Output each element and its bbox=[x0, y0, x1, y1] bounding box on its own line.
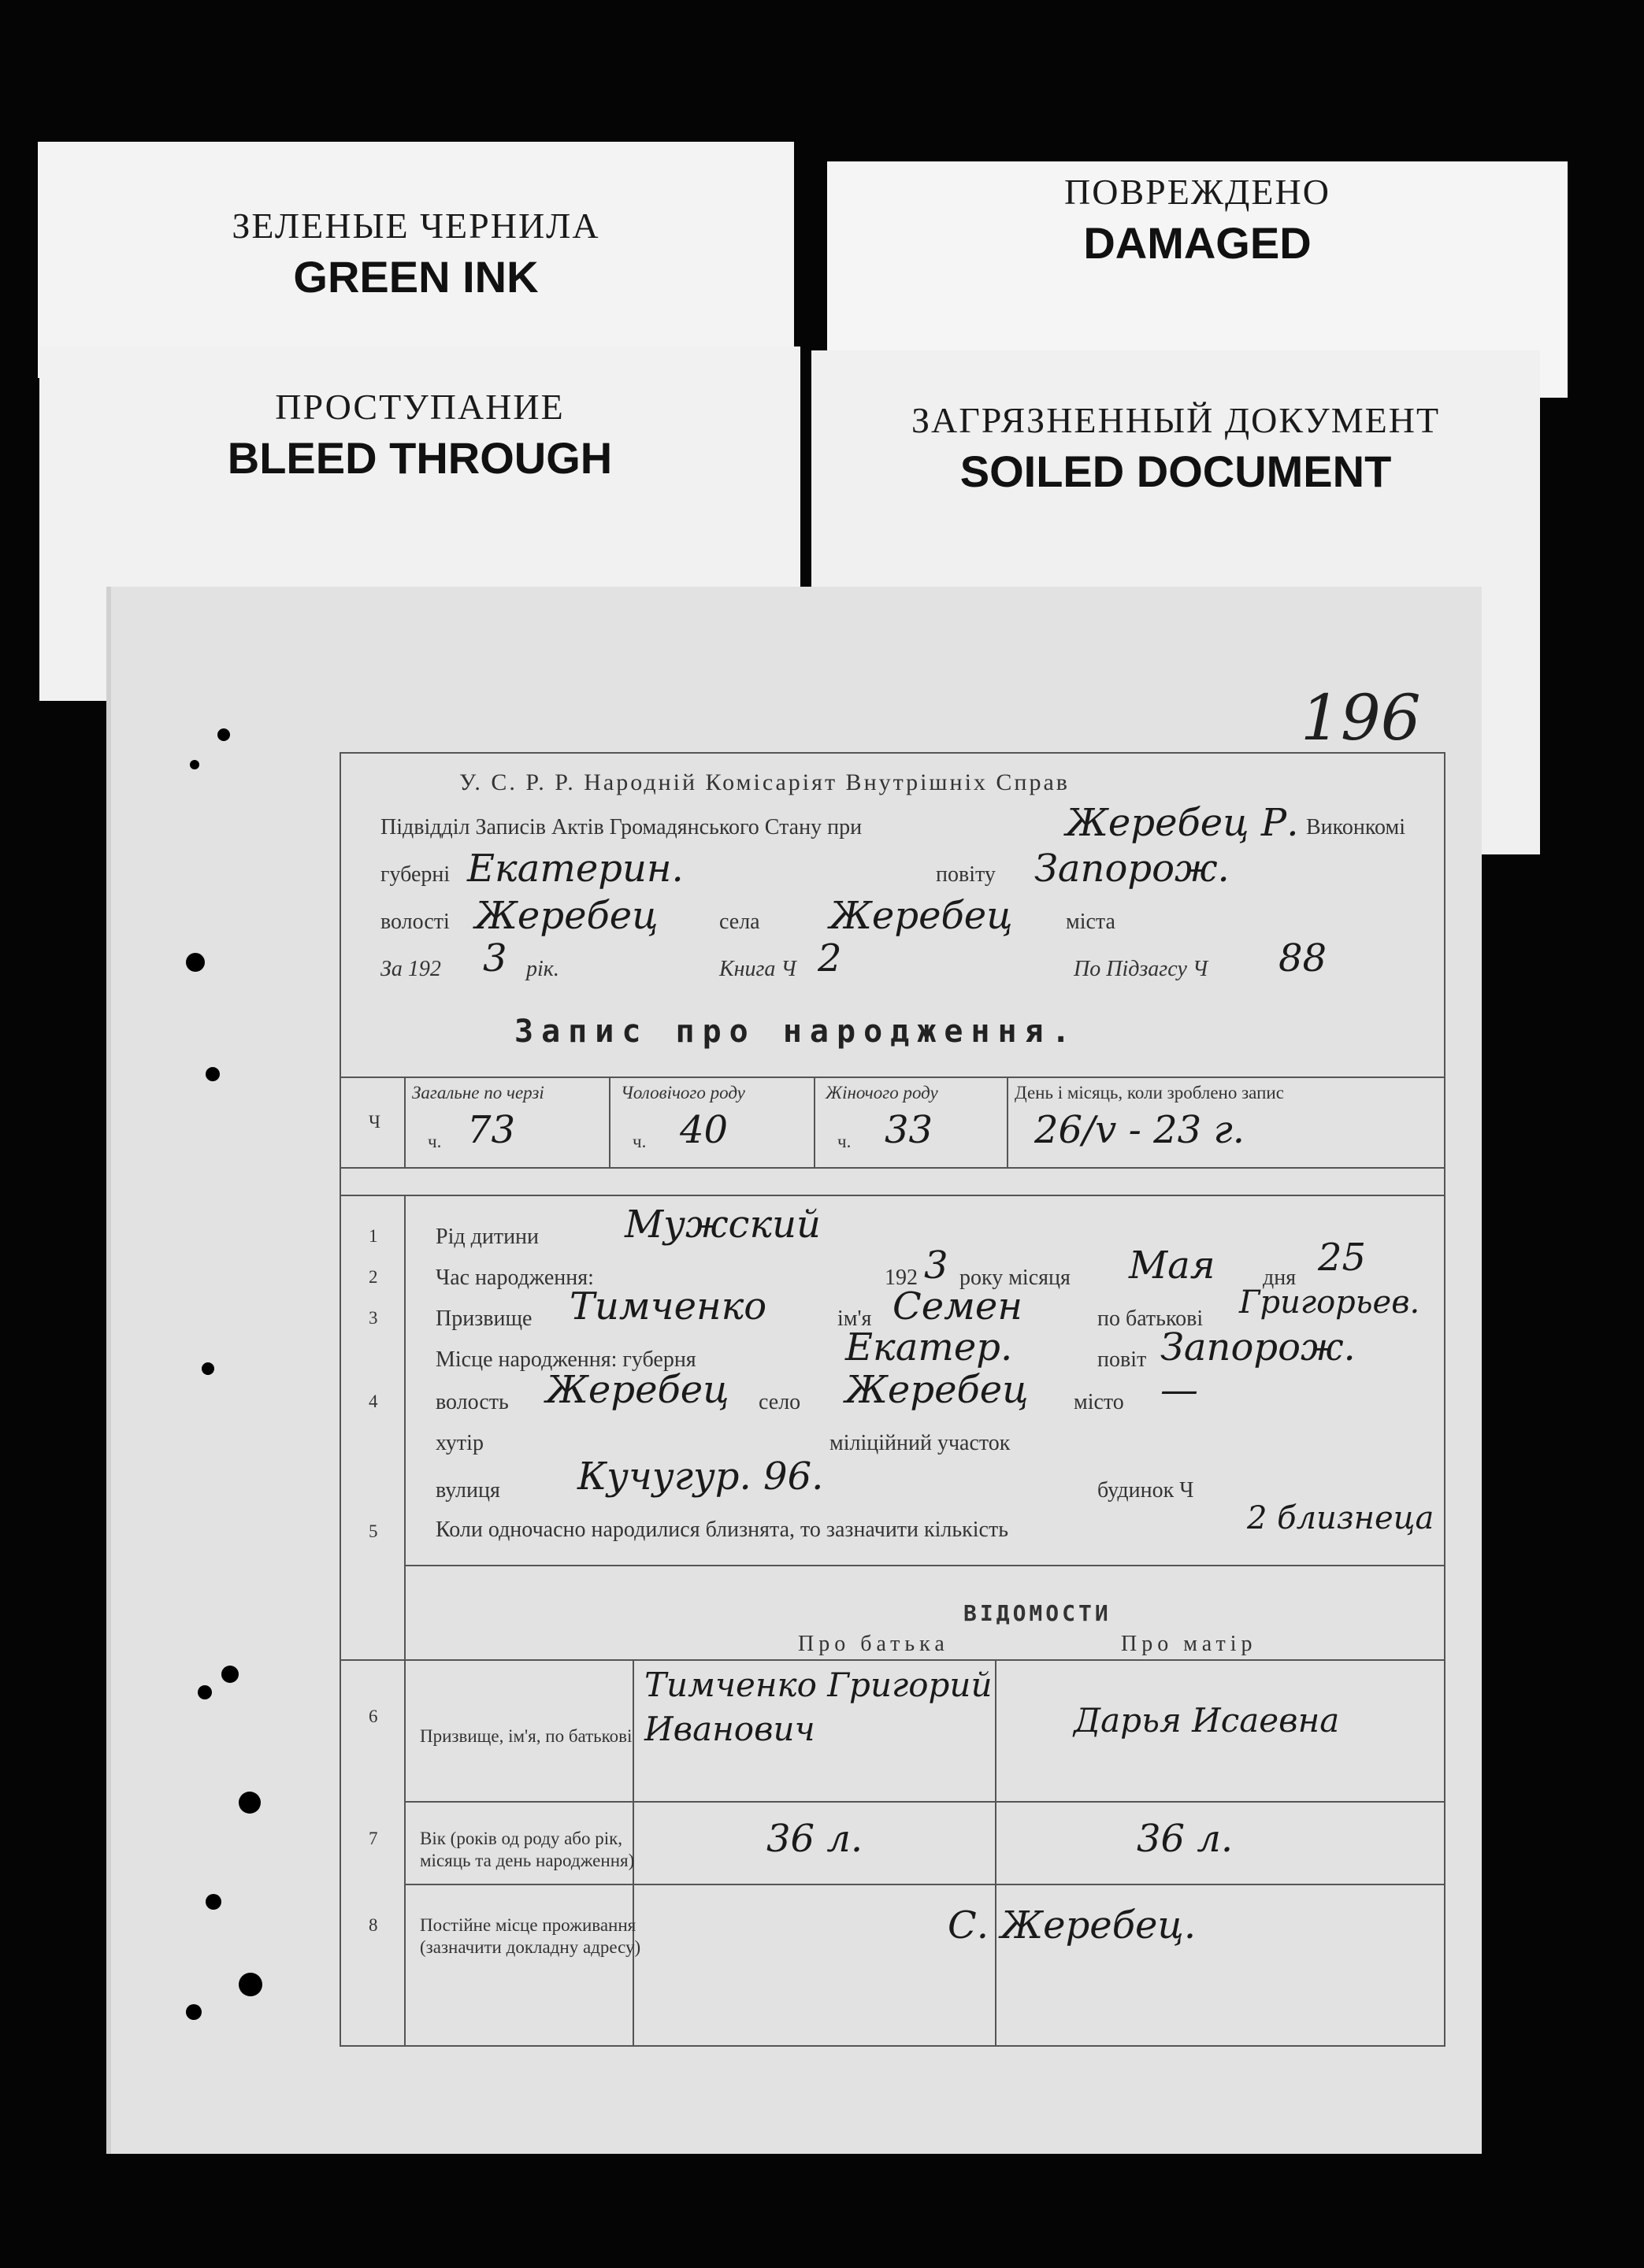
count-general-value: 73 bbox=[467, 1108, 516, 1152]
birthplace-gubernia-value: Екатер. bbox=[845, 1325, 1013, 1369]
selo-field-label: село bbox=[759, 1390, 801, 1414]
punch-hole bbox=[202, 1362, 214, 1375]
name-label: ім'я bbox=[837, 1306, 872, 1331]
count-col-female: Жіночого роду bbox=[826, 1083, 938, 1102]
mother-name-value: Дарья Исаевна bbox=[1074, 1701, 1340, 1740]
twins-label: Коли одночасно народилися близнята, то зазначити кількість bbox=[436, 1518, 1008, 1542]
punch-hole bbox=[186, 953, 205, 972]
count-prefix: ч. bbox=[633, 1132, 647, 1151]
misto-label: міста bbox=[1066, 910, 1115, 934]
surname-value: Тимченко bbox=[570, 1284, 767, 1329]
birth-month-label: року місяця bbox=[959, 1266, 1071, 1290]
selo-field-value: Жеребец bbox=[845, 1368, 1029, 1412]
record-title: Запис про народження. bbox=[514, 1014, 1078, 1050]
executive-committee-suffix: Виконкомі bbox=[1306, 815, 1405, 839]
khutir-label: хутір bbox=[436, 1431, 484, 1455]
row-number: 1 bbox=[369, 1226, 378, 1246]
birth-month-value: Мая bbox=[1129, 1243, 1215, 1288]
row-number: 5 bbox=[369, 1521, 378, 1541]
militia-label: міліційний участок bbox=[829, 1431, 1011, 1455]
punch-hole bbox=[198, 1685, 212, 1699]
row-number: 8 bbox=[369, 1915, 378, 1935]
green-ink-ru: ЗЕЛЕНЫЕ ЧЕРНИЛА bbox=[232, 206, 600, 246]
povit-label: повіту bbox=[936, 862, 996, 887]
mother-header: Про матір bbox=[1121, 1632, 1257, 1656]
patronymic-label: по батькові bbox=[1097, 1306, 1204, 1331]
misto-field-label: місто bbox=[1074, 1390, 1124, 1414]
volost-value: Жеребец bbox=[475, 894, 659, 938]
count-prefix: ч. bbox=[837, 1132, 852, 1151]
volost-label: волості bbox=[380, 910, 450, 934]
row-number: 3 bbox=[369, 1308, 378, 1328]
sex-label: Рід дитини bbox=[436, 1225, 540, 1249]
residence-label-2: (зазначити докладну адресу) bbox=[420, 1937, 641, 1957]
count-col-male: Чоловічого роду bbox=[621, 1083, 745, 1102]
punch-hole bbox=[206, 1894, 221, 1910]
misto-field-value: — bbox=[1160, 1368, 1198, 1412]
age-label-2: місяць та день народження) bbox=[420, 1851, 635, 1870]
street-value: Кучугур. 96. bbox=[577, 1455, 824, 1499]
count-col-general: Загальне по черзі bbox=[412, 1083, 544, 1102]
father-name-value: Тимченко Григорий Иванович bbox=[644, 1666, 993, 1748]
damaged-en: DAMAGED bbox=[1083, 218, 1312, 268]
father-age-value: 36 л. bbox=[766, 1817, 863, 1861]
residence-label-1: Постійне місце проживання bbox=[420, 1915, 636, 1935]
punch-hole bbox=[239, 1792, 261, 1814]
row-number: 7 bbox=[369, 1829, 378, 1848]
row-number: 4 bbox=[369, 1392, 378, 1411]
name-value: Семен bbox=[893, 1284, 1022, 1329]
row-number: 2 bbox=[369, 1267, 378, 1287]
book-value: 2 bbox=[818, 936, 842, 980]
punch-hole bbox=[221, 1666, 239, 1683]
year-label: За 192 bbox=[380, 957, 441, 981]
year-value: 3 bbox=[483, 936, 507, 980]
povit-value: Запорож. bbox=[1034, 847, 1230, 891]
soiled-ru: ЗАГРЯЗНЕННЫЙ ДОКУМЕНТ bbox=[911, 400, 1441, 440]
counts-row-label: Ч bbox=[369, 1112, 380, 1132]
page-number: 196 bbox=[1301, 681, 1421, 754]
mother-age-value: 36 л. bbox=[1137, 1817, 1234, 1861]
birth-record-document bbox=[106, 587, 1482, 2154]
birth-day-value: 25 bbox=[1318, 1236, 1367, 1280]
form-frame bbox=[340, 752, 1445, 2047]
subrecord-label: По Підзагсу Ч bbox=[1074, 957, 1208, 981]
sex-value: Мужский bbox=[625, 1203, 821, 1247]
count-date-value: 26/v - 23 г. bbox=[1034, 1108, 1245, 1152]
punch-hole bbox=[239, 1973, 262, 1996]
patronymic-value: Григорьев. bbox=[1239, 1284, 1420, 1321]
book-label: Книга Ч bbox=[719, 957, 796, 981]
soiled-en: SOILED DOCUMENT bbox=[959, 447, 1392, 496]
ministry-header: У. С. Р. Р. Народній Комісаріят Внутрішніх Справ bbox=[459, 769, 1070, 795]
count-prefix: ч. bbox=[428, 1132, 442, 1151]
residence-value: С. Жеребец. bbox=[948, 1903, 1197, 1947]
executive-committee-value: Жеребец Р. bbox=[1066, 801, 1299, 845]
bleed-through-ru: ПРОСТУПАНИЕ bbox=[275, 387, 565, 427]
punch-hole bbox=[186, 2004, 202, 2020]
damaged-ru: ПОВРЕЖДЕНО bbox=[1064, 172, 1330, 212]
volost-field-value: Жеребец bbox=[546, 1368, 729, 1412]
count-female-value: 33 bbox=[885, 1108, 933, 1152]
birth-year-value: 3 bbox=[924, 1243, 948, 1288]
father-header: Про батька bbox=[798, 1632, 949, 1656]
row-number: 6 bbox=[369, 1707, 378, 1726]
count-male-value: 40 bbox=[680, 1108, 729, 1152]
punch-hole bbox=[190, 760, 199, 769]
subrecord-value: 88 bbox=[1278, 936, 1327, 980]
year-suffix: рік. bbox=[526, 957, 559, 981]
punch-hole bbox=[206, 1067, 220, 1081]
house-label: будинок Ч bbox=[1097, 1478, 1194, 1503]
birthplace-povit-value: Запорож. bbox=[1160, 1325, 1356, 1369]
count-col-date: День і місяць, коли зроблено запис bbox=[1015, 1083, 1284, 1102]
birth-day-label: дня bbox=[1263, 1266, 1297, 1290]
birth-time-label: Час народження: bbox=[436, 1266, 594, 1290]
street-label: вулиця bbox=[436, 1478, 500, 1503]
selo-label: села bbox=[719, 910, 760, 934]
green-ink-card bbox=[38, 142, 794, 378]
punch-hole bbox=[217, 728, 230, 741]
age-label-1: Вік (років од роду або рік, bbox=[420, 1829, 623, 1848]
selo-value: Жеребец bbox=[829, 894, 1013, 938]
parents-section-title: ВІДОМОСТИ bbox=[963, 1600, 1111, 1626]
green-ink-en: GREEN INK bbox=[293, 252, 539, 302]
birthplace-povit-label: повіт bbox=[1097, 1347, 1147, 1372]
gubernia-label: губерні bbox=[380, 862, 451, 887]
volost-field-label: волость bbox=[436, 1390, 509, 1414]
birth-year-prefix: 192 bbox=[885, 1266, 918, 1290]
parent-name-label: Призвище, ім'я, по батькові bbox=[420, 1726, 633, 1746]
twins-value: 2 близнеца bbox=[1247, 1500, 1434, 1536]
subdivision-label: Підвідділ Записів Актів Громадянського Стану при bbox=[380, 815, 863, 839]
birthplace-label: Місце народження: губерня bbox=[436, 1347, 696, 1372]
gubernia-value: Екатерин. bbox=[467, 847, 684, 891]
surname-label: Призвище bbox=[436, 1306, 533, 1331]
bleed-through-en: BLEED THROUGH bbox=[227, 433, 613, 483]
